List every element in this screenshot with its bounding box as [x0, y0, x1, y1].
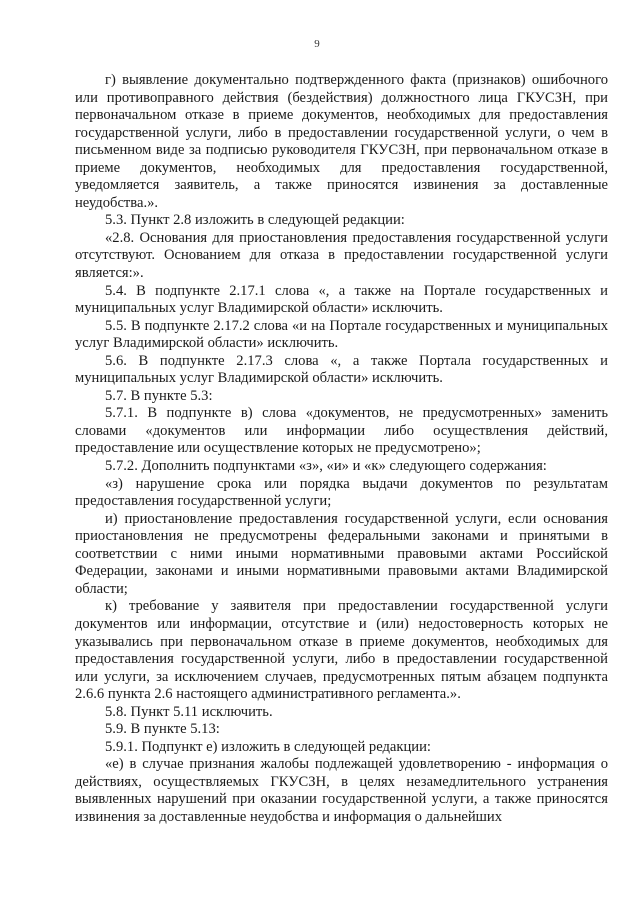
paragraph: «2.8. Основания для приостановления предоставления государственной услуги отсутствуют. Основанием для отказа в предоставлении государственной услуги является:».: [75, 229, 608, 282]
paragraph: «е) в случае признания жалобы подлежащей удовлетворению - информация о действиях, осуществляемых ГКУСЗН, в целях незамедлительного устранения выявленных нарушений при оказании государственной услуги, а также приносятся извинения за доставленные неудобства и информация о дальнейших: [75, 756, 608, 825]
page-number: 9: [314, 38, 320, 50]
paragraph: 5.4. В подпункте 2.17.1 слова «, а также на Портале государственных и муниципальных услуг Владимирской области» исключить.: [75, 282, 608, 317]
paragraph: г) выявление документально подтвержденного факта (признаков) ошибочного или противоправного действия (бездействия) должностного лица ГКУСЗН, при первоначальном отказе в приеме документов, необходимых для предоставления государственной услуги, либо в предоставлении государственной услуги, о чем в письменном виде за подписью руководителя ГКУСЗН, при первоначальном отказе в приеме документов, необходимых для предоставления государственной, уведомляется заявитель, а также приносятся извинения за доставленные неудобства.».: [75, 72, 608, 211]
paragraph: 5.9. В пункте 5.13:: [105, 721, 220, 738]
paragraph: и) приостановление предоставления государственной услуги, если основания приостановления не предусмотрены федеральными законами и принятыми в соответствии с ними иными нормативными правовыми актами Российской Федерации, законами и иными нормативными правовыми актами Владимирской области;: [75, 510, 608, 597]
paragraph: к) требование у заявителя при предоставлении государственной услуги документов или информации, отсутствие и (или) недостоверность которых не указывались при первоначальном отказе в приеме документов, необходимых для предоставления государственной услуги, либо в предоставлении государственной или услуги, за исключением случаев, предусмотренных пятым абзацем подпункта 2.6.6 пункта 2.6 настоящего административного регламента.».: [75, 598, 608, 703]
paragraph: 5.7. В пункте 5.3:: [105, 387, 213, 404]
paragraph: 5.7.2. Дополнить подпунктами «з», «и» и «к» следующего содержания:: [105, 458, 547, 475]
document-body: [75, 72, 608, 827]
paragraph: «з) нарушение срока или порядка выдачи документов по результатам предоставления государственной услуги;: [75, 475, 608, 510]
paragraph: 5.3. Пункт 2.8 изложить в следующей редакции:: [105, 212, 405, 229]
paragraph: 5.7.1. В подпункте в) слова «документов, не предусмотренных» заменить словами «документов или информации либо осуществления действий, предоставление или осуществление которых не предусмотрено»;: [75, 405, 608, 457]
paragraph: 5.5. В подпункте 2.17.2 слова «и на Портале государственных и муниципальных услуг Владимирской области» исключить.: [75, 317, 608, 352]
paragraph: 5.8. Пункт 5.11 исключить.: [105, 703, 273, 720]
paragraph: 5.6. В подпункте 2.17.3 слова «, а также Портала государственных и муниципальных услуг Владимирской области» исключить.: [75, 352, 608, 387]
paragraph: 5.9.1. Подпункт е) изложить в следующей редакции:: [105, 738, 431, 755]
